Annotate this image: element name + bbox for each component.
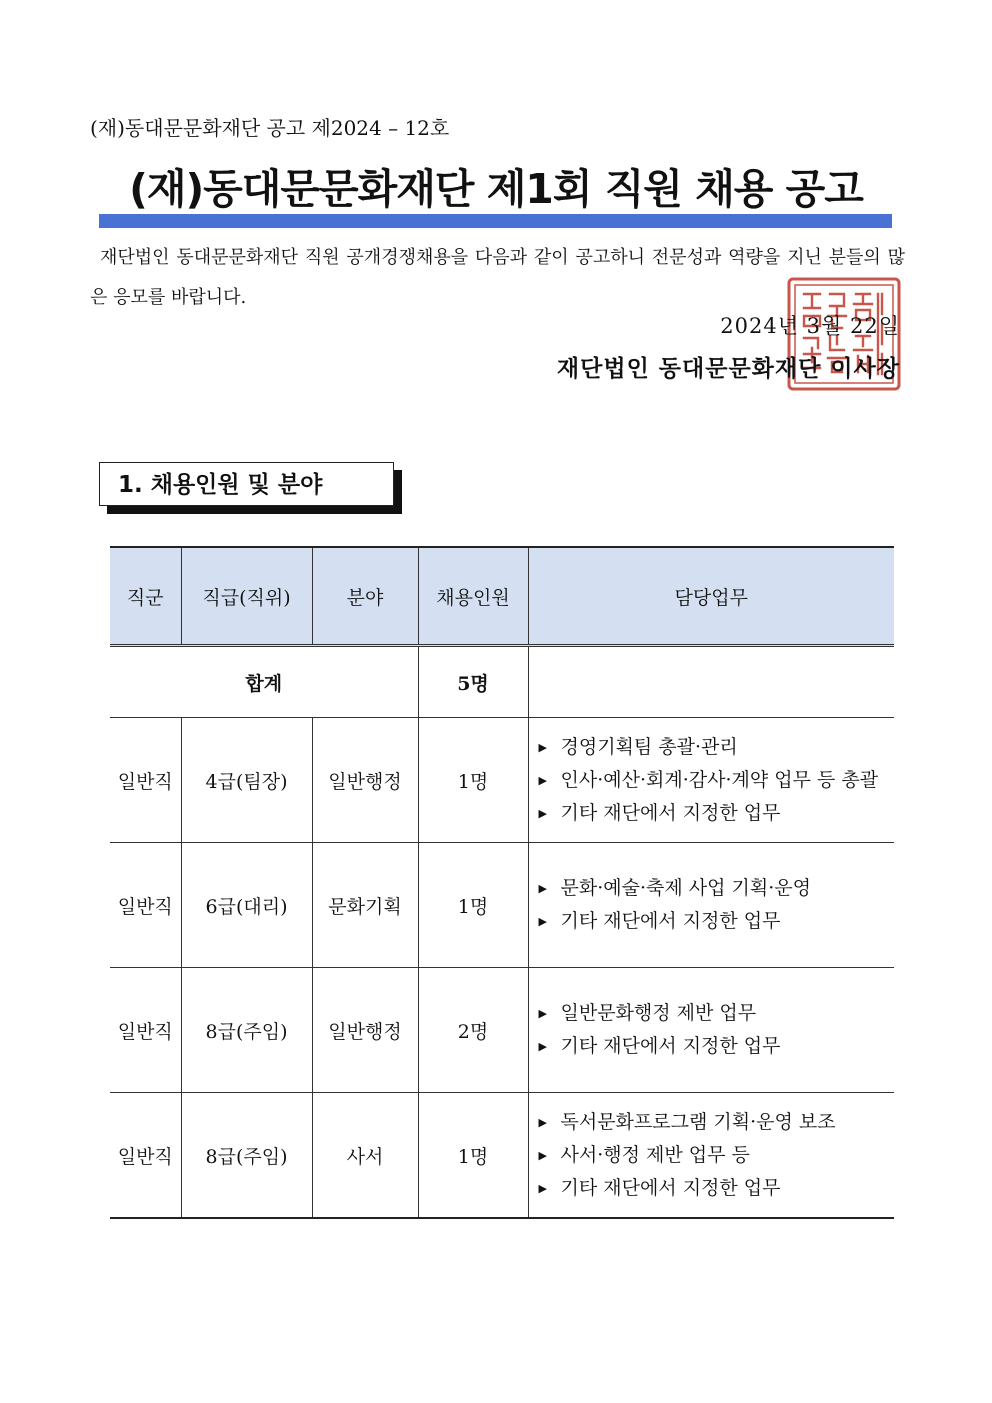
header-count: 채용인원 [418,547,528,646]
duty-item: ▶ 기타 재단에서 지정한 업무 [537,1172,895,1205]
total-label: 합계 [110,646,418,718]
duty-item: ▶ 일반문화행정 제반 업무 [537,997,895,1030]
cell-field: 문화기획 [312,843,418,968]
header-grade: 직급(직위) [181,547,312,646]
notice-number: (재)동대문문화재단 공고 제2024 – 12호 [90,116,450,140]
duty-item: ▶ 기타 재단에서 지정한 업무 [537,797,895,830]
duty-item: ▶ 경영기획팀 총괄·관리 [537,731,895,764]
cell-count: 1명 [418,843,528,968]
cell-grade: 6급(대리) [181,843,312,968]
cell-count: 1명 [418,718,528,843]
triangle-right-icon: ▶ [538,1040,547,1053]
recruitment-table [110,546,894,1219]
duty-item: ▶ 기타 재단에서 지정한 업무 [537,905,895,938]
cell-job-group: 일반직 [110,968,181,1093]
cell-job-group: 일반직 [110,843,181,968]
duty-item: ▶ 독서문화프로그램 기획·운영 보조 [537,1106,895,1139]
cell-field: 일반행정 [312,718,418,843]
cell-grade: 4급(팀장) [181,718,312,843]
header-duties: 담당업무 [528,547,894,646]
cell-duties [528,1093,894,1219]
table-header-row [110,547,894,646]
triangle-right-icon: ▶ [538,1115,547,1129]
cell-grade: 8급(주임) [181,1093,312,1219]
title-underline-bar [99,214,892,228]
triangle-right-icon: ▶ [538,806,547,820]
intro-paragraph: 재단법인 동대문문화재단 직원 공개경쟁채용을 다음과 같이 공고하니 전문성과 역량을 지닌 분들의 많은 응모를 바랍니다. [90,247,905,308]
signer-name: 재단법인 동대문문화재단 이사장 [556,355,900,382]
table-row [110,1093,894,1219]
duty-item: ▶ 사서·행정 제반 업무 등 [537,1139,895,1172]
cell-count: 2명 [418,968,528,1093]
total-row [110,646,894,718]
table-row [110,968,894,1093]
cell-duties [528,718,894,843]
table-row [110,843,894,968]
triangle-right-icon: ▶ [538,1007,547,1020]
header-job-group: 직군 [110,547,181,646]
duty-item: ▶ 인사·예산·회계·감사·계약 업무 등 총괄 [537,764,895,797]
triangle-right-icon: ▶ [538,1181,547,1195]
triangle-right-icon: ▶ [538,1148,547,1162]
announcement-date: 2024년 3월 22일 [720,314,900,338]
page-title: (재)동대문문화재단 제1회 직원 채용 공고 [129,165,863,213]
table-row [110,718,894,843]
cell-job-group: 일반직 [110,1093,181,1219]
duty-item: ▶ 기타 재단에서 지정한 업무 [537,1030,895,1063]
duty-item: ▶ 문화·예술·축제 사업 기획·운영 [537,872,895,905]
triangle-right-icon: ▶ [538,915,547,928]
cell-field: 사서 [312,1093,418,1219]
cell-grade: 8급(주임) [181,968,312,1093]
cell-field: 일반행정 [312,968,418,1093]
header-field: 분야 [312,547,418,646]
cell-duties [528,843,894,968]
section-heading-recruitment: 1. 채용인원 및 분야 [99,462,394,506]
triangle-right-icon: ▶ [538,773,547,787]
cell-count: 1명 [418,1093,528,1219]
cell-job-group: 일반직 [110,718,181,843]
triangle-right-icon: ▶ [538,882,547,895]
total-count: 5명 [418,646,528,718]
total-duties-empty [528,646,894,718]
cell-duties [528,968,894,1093]
triangle-right-icon: ▶ [538,740,547,754]
